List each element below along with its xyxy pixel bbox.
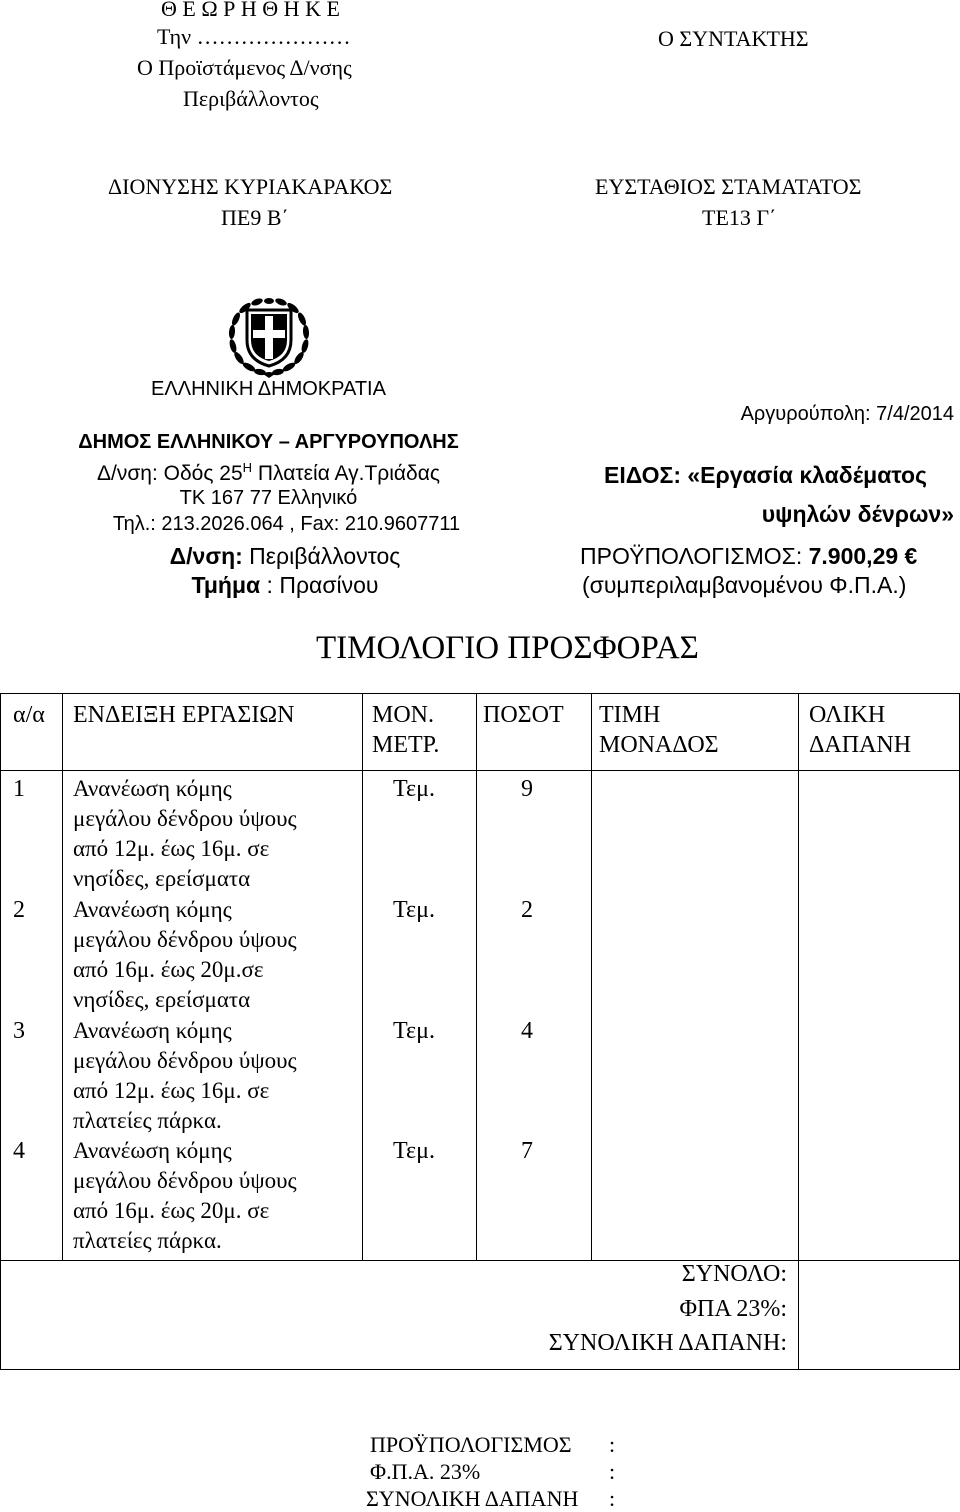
budget-label: ΠΡΟΫΠΟΛΟΓΙΣΜΟΣ: bbox=[580, 543, 809, 569]
col-divider-2 bbox=[362, 694, 363, 1260]
summary-grand-total-colon: : bbox=[609, 1486, 616, 1511]
document-title: ΤΙΜΟΛΟΓΙΟ ΠΡΟΣΦΟΡΑΣ bbox=[316, 630, 699, 666]
directorate-value: Περιβάλλοντος bbox=[242, 543, 401, 569]
approval-grade: ΠΕ9 Β΄ bbox=[221, 205, 289, 230]
totals-grand-total-label: ΣΥΝΟΛΙΚΗ ΔΑΠΑΝΗ: bbox=[548, 1330, 787, 1356]
row-1-no: 1 bbox=[13, 776, 25, 802]
directorate-label: Δ/νση: bbox=[169, 543, 243, 569]
department-line bbox=[0, 572, 570, 599]
budget-value: 7.900,29 € bbox=[808, 543, 918, 569]
approval-name: ΔΙΟΝΥΣΗΣ ΚΥΡΙΑΚΑΡΑΚΟΣ bbox=[108, 174, 393, 199]
directorate-line bbox=[0, 543, 570, 570]
budget-line bbox=[580, 543, 917, 570]
summary-vat: Φ.Π.Α. 23% bbox=[370, 1459, 481, 1484]
row-2-no: 2 bbox=[13, 897, 25, 923]
phone-line: Τηλ.: 213.2026.064 , Fax: 210.9607711 bbox=[112, 513, 461, 535]
works-table bbox=[0, 693, 960, 1370]
row-2-quantity: 2 bbox=[521, 897, 533, 923]
vat-note: (συμπεριλαμβανομένου Φ.Π.Α.) bbox=[582, 572, 907, 598]
header-description: ΕΝΔΕΙΞΗ ΕΡΓΑΣΙΩΝ bbox=[73, 702, 295, 728]
type-label: ΕΙΔΟΣ: «Εργασία κλαδέματος bbox=[604, 462, 927, 488]
summary-grand-total: ΣΥΝΟΛΙΚΗ ΔΑΠΑΝΗ bbox=[366, 1486, 579, 1511]
approval-date-line: Την ………………… bbox=[157, 24, 351, 49]
coat-of-arms-icon bbox=[225, 294, 313, 378]
row-2-unit: Τεμ. bbox=[393, 897, 435, 923]
place-date: Αργυρούπολη: 7/4/2014 bbox=[740, 403, 954, 425]
header-divider bbox=[1, 770, 959, 771]
department-value: : Πρασίνου bbox=[260, 572, 379, 598]
postcode-line: ΤΚ 167 77 Ελληνικό bbox=[179, 487, 358, 509]
row-3-no: 3 bbox=[13, 1018, 25, 1044]
row-3-description: Ανανέωση κόμης μεγάλου δένδρου ύψους από 12μ. έως 16μ. σε πλατείες πάρκα. bbox=[73, 1018, 297, 1133]
row-4-no: 4 bbox=[13, 1138, 25, 1164]
header-total-line1: ΟΛΙΚΗ bbox=[809, 702, 886, 728]
republic-label: ΕΛΛΗΝΙΚΗ ΔΗΜΟΚΡΑΤΙΑ bbox=[151, 378, 386, 400]
totals-sum-label: ΣΥΝΟΛΟ: bbox=[681, 1261, 787, 1287]
address-prefix: Δ/νση: Οδός 25 bbox=[96, 462, 243, 485]
row-1-quantity: 9 bbox=[521, 776, 533, 802]
header-quantity: ΠΟΣΟΤ bbox=[483, 702, 564, 728]
address-line bbox=[0, 460, 537, 486]
col-divider-3 bbox=[476, 694, 477, 1260]
approval-title: Θ Ε Ω Ρ Η Θ Η Κ Ε bbox=[161, 0, 340, 21]
author-title: Ο ΣΥΝΤΑΚΤΗΣ bbox=[658, 26, 809, 51]
col-divider-1 bbox=[62, 694, 63, 1260]
totals-divider bbox=[1, 1260, 959, 1261]
approval-role-line1: Ο Προϊστάμενος Δ/νσης bbox=[137, 55, 352, 80]
totals-vat-label: ΦΠΑ 23%: bbox=[679, 1296, 787, 1322]
header-no: α/α bbox=[13, 702, 45, 728]
address-suffix: Πλατεία Αγ.Τριάδας bbox=[252, 462, 441, 485]
author-name: ΕΥΣΤΑΘΙΟΣ ΣΤΑΜΑΤΑΤΟΣ bbox=[595, 174, 862, 199]
header-unit-price-line2: ΜΟΝΑΔΟΣ bbox=[599, 732, 719, 758]
header-total-line2: ΔΑΠΑΝΗ bbox=[809, 732, 912, 758]
row-1-description: Ανανέωση κόμης μεγάλου δένδρου ύψους από 12μ. έως 16μ. σε νησίδες, ερείσματα bbox=[73, 776, 297, 891]
header-unit-line1: ΜΟΝ. bbox=[372, 702, 435, 728]
row-4-quantity: 7 bbox=[521, 1138, 533, 1164]
author-grade: ΤΕ13 Γ΄ bbox=[702, 205, 777, 230]
summary-vat-colon: : bbox=[609, 1459, 616, 1484]
summary-budget-colon: : bbox=[609, 1432, 616, 1457]
header-unit-price-line1: ΤΙΜΗ bbox=[599, 702, 661, 728]
department-label: Τμήμα bbox=[191, 572, 261, 598]
row-2-description: Ανανέωση κόμης μεγάλου δένδρου ύψους από 16μ. έως 20μ.σε νησίδες, ερείσματα bbox=[73, 897, 297, 1012]
row-3-unit: Τεμ. bbox=[393, 1018, 435, 1044]
row-1-unit: Τεμ. bbox=[393, 776, 435, 802]
summary-budget: ΠΡΟΫΠΟΛΟΓΙΣΜΟΣ bbox=[370, 1432, 572, 1457]
row-4-unit: Τεμ. bbox=[393, 1138, 435, 1164]
municipality-label: ΔΗΜΟΣ ΕΛΛΗΝΙΚΟΥ – ΑΡΓΥΡΟΥΠΟΛΗΣ bbox=[78, 431, 459, 453]
type-line2: υψηλών δένρων» bbox=[761, 501, 954, 527]
col-divider-5 bbox=[798, 694, 799, 1370]
col-divider-4 bbox=[591, 694, 592, 1260]
row-3-quantity: 4 bbox=[521, 1018, 533, 1044]
approval-role-line2: Περιβάλλοντος bbox=[183, 86, 319, 111]
row-4-description: Ανανέωση κόμης μεγάλου δένδρου ύψους από 16μ. έως 20μ. σε πλατείες πάρκα. bbox=[73, 1138, 297, 1253]
header-unit-line2: ΜΕΤΡ. bbox=[372, 732, 440, 758]
address-superscript: Η bbox=[242, 460, 253, 475]
